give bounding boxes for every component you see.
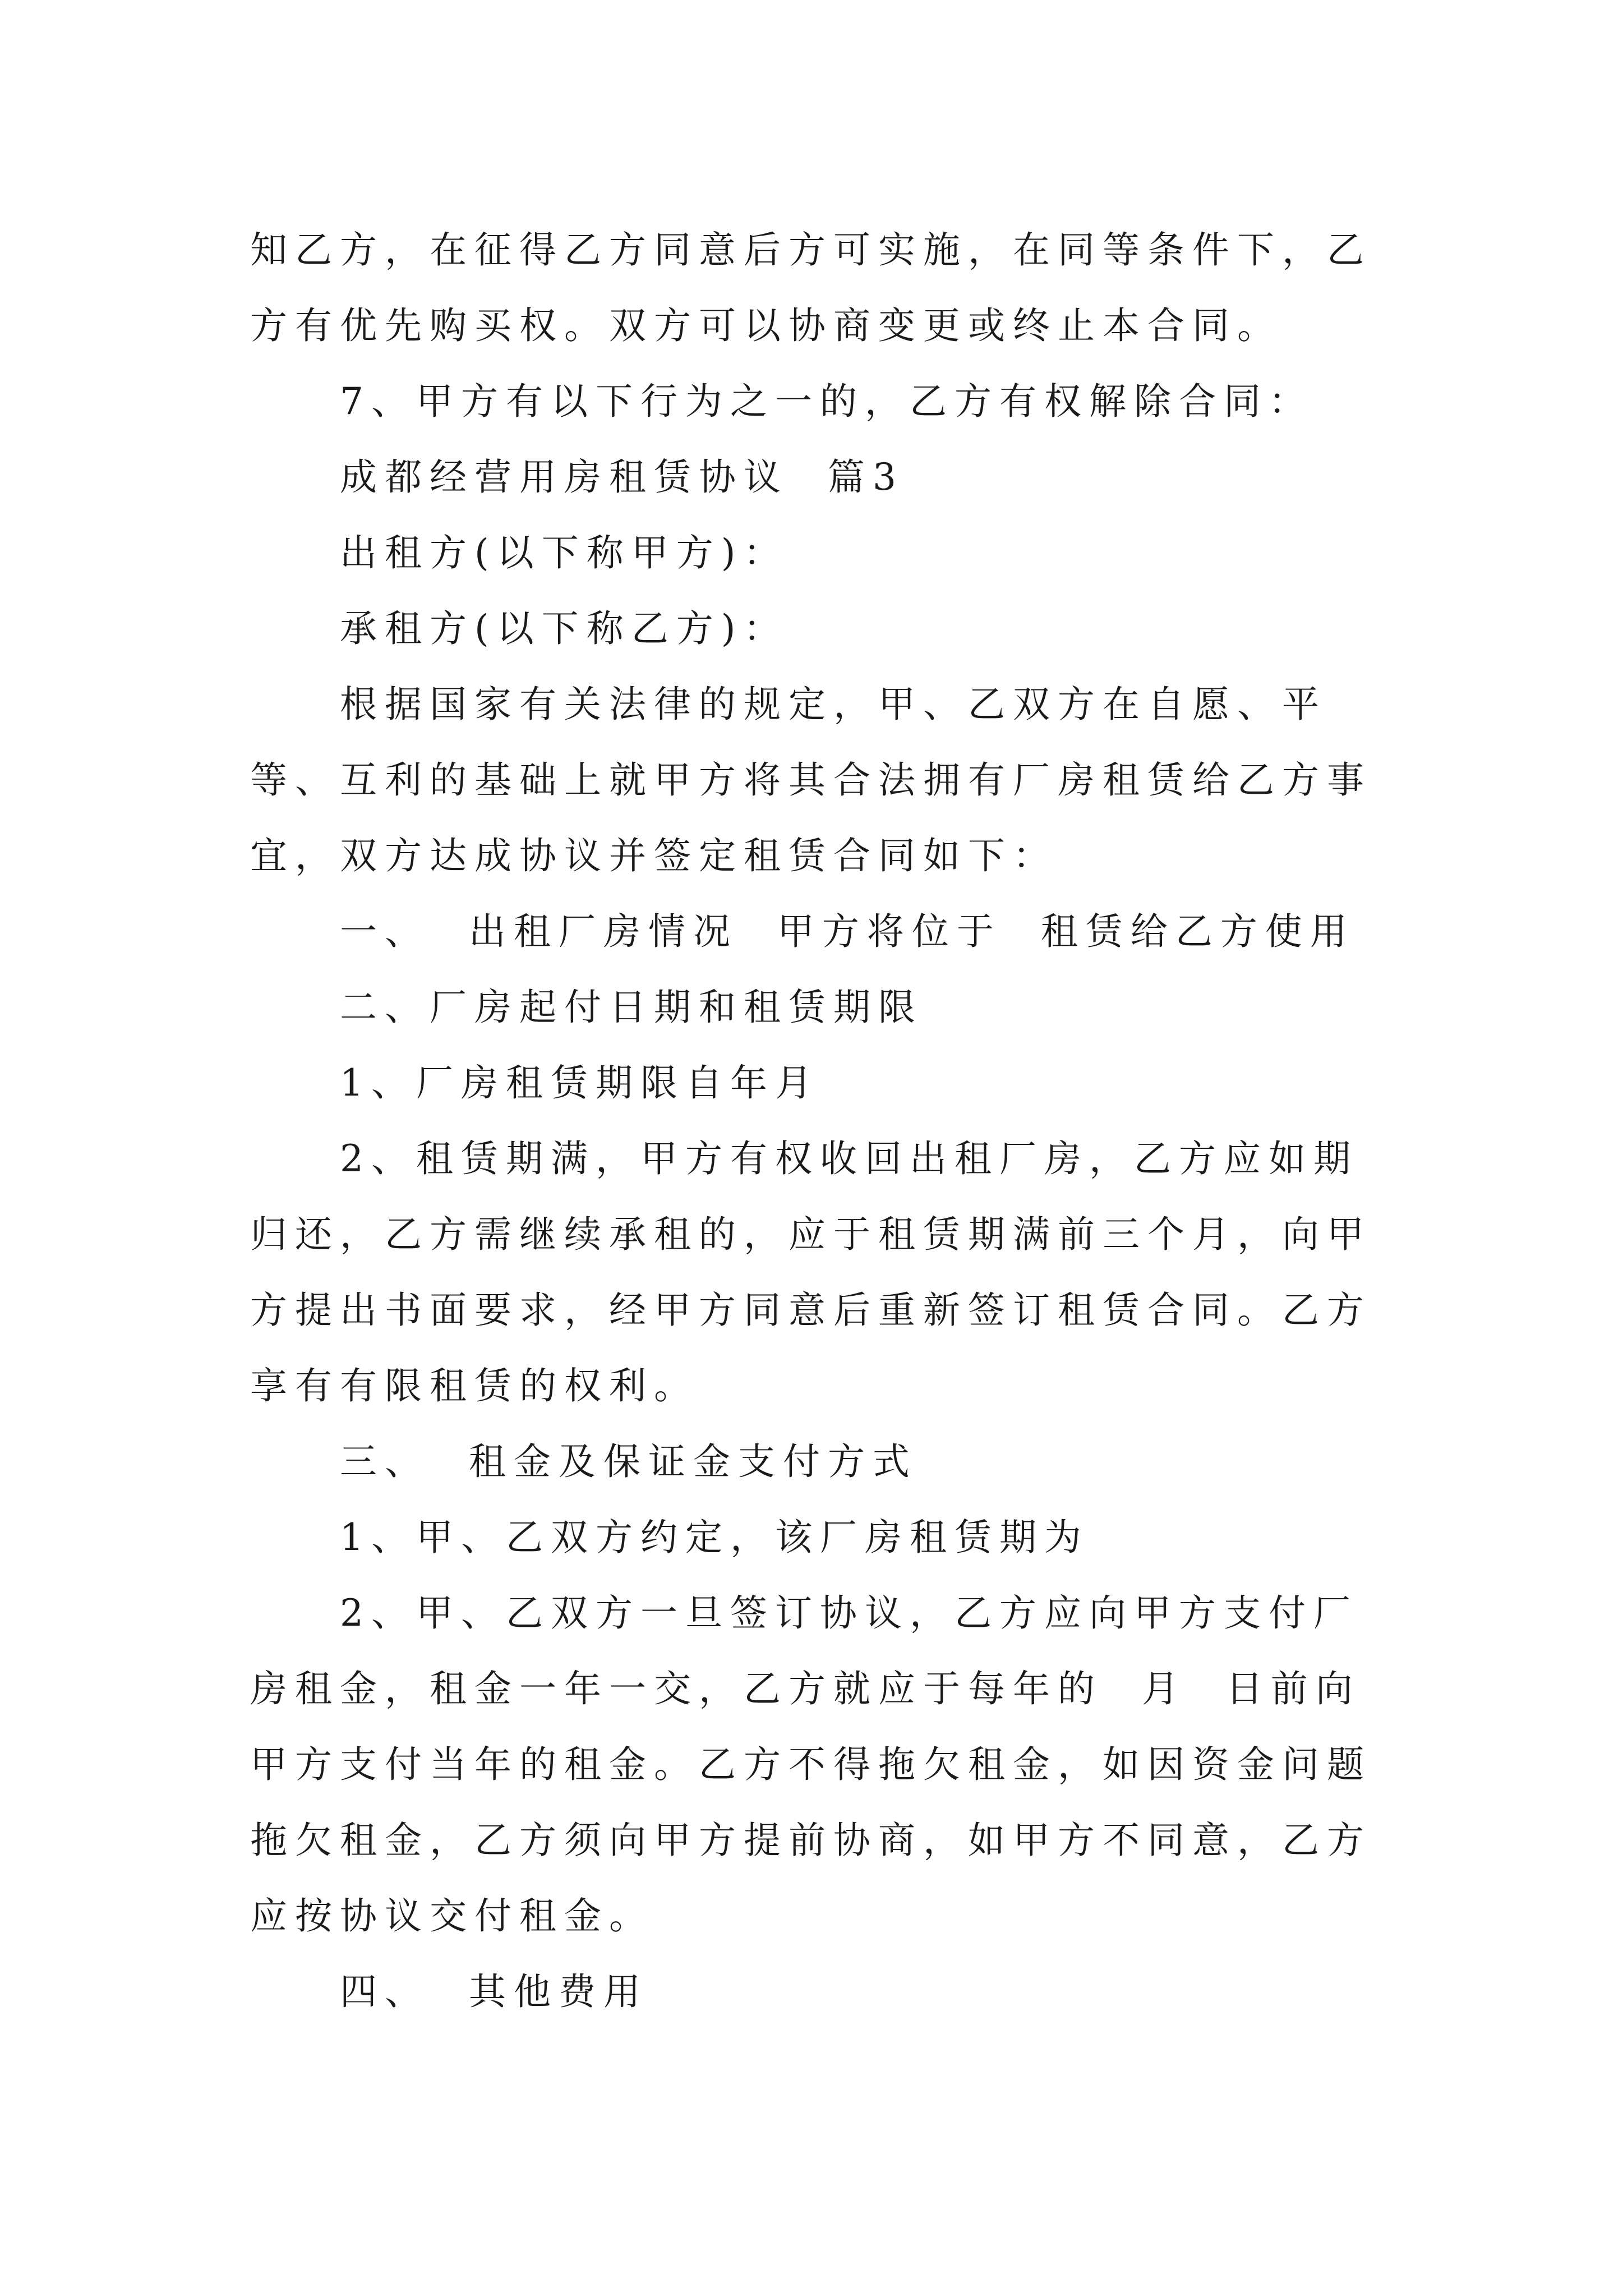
heading-1: 一、 出租厂房情况 甲方将位于 租赁给乙方使用	[340, 910, 1355, 953]
lessor-line: 出租方(以下称甲方)：	[340, 531, 789, 574]
lessee-line: 承租方(以下称乙方)：	[340, 607, 789, 650]
paragraph-continuation: 知乙方，在征得乙方同意后方可实施，在同等条件下，乙方有优先购买权。双方可以协商变更或终止本合同。	[250, 228, 1372, 347]
paragraph-preamble: 根据国家有关法律的规定，甲、乙双方在自愿、平等、互利的基础上就甲方将其合法拥有厂房租赁给乙方事宜，双方达成协议并签定租赁合同如下：	[250, 683, 1372, 877]
paragraph-2-2: 2、租赁期满，甲方有权收回出租厂房，乙方应如期归还，乙方需继续承租的，应于租赁期满前三个月，向甲方提出书面要求，经甲方同意后重新签订租赁合同。乙方享有有限租赁的权利。	[250, 1137, 1372, 1407]
paragraph-clause-7: 7、甲方有以下行为之一的，乙方有权解除合同：	[340, 380, 1313, 423]
document-body	[250, 212, 1394, 2030]
paragraph-3-1: 1、甲、乙双方约定，该厂房租赁期为	[340, 1516, 1089, 1559]
heading-3: 三、 租金及保证金支付方式	[340, 1440, 917, 1483]
heading-2: 二、厂房起付日期和租赁期限	[340, 986, 923, 1029]
paragraph-2-1: 1、厂房租赁期限自年月	[340, 1061, 820, 1105]
heading-4: 四、 其他费用	[340, 1970, 648, 2013]
section-title: 成都经营用房租赁协议 篇3	[340, 455, 904, 499]
paragraph-3-2: 2、甲、乙双方一旦签订协议，乙方应向甲方支付厂房租金，租金一年一交，乙方就应于每年的 月 日前向甲方支付当年的租金。乙方不得拖欠租金，如因资金问题拖欠租金，乙方须向甲方提前协商，如甲方不同意，乙方应按协议交付租金。	[250, 1591, 1372, 1938]
